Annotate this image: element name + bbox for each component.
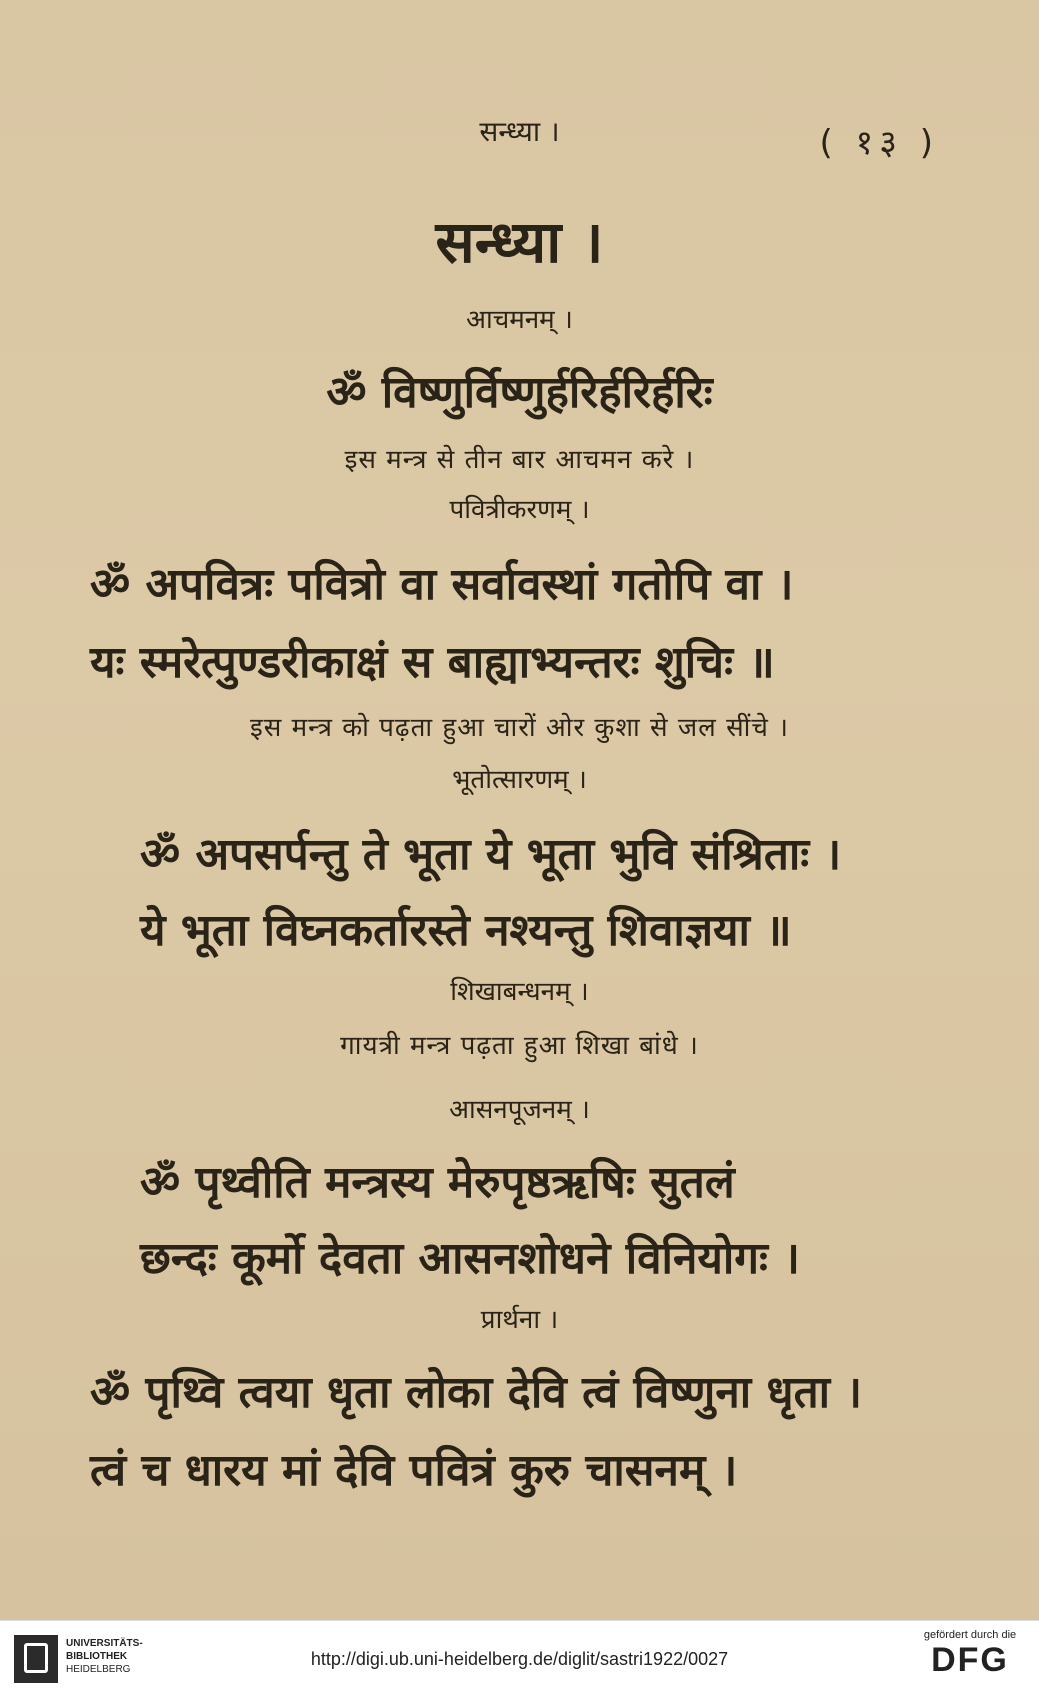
heading-bhutotsaranam: भूतोत्सारणम् ।	[452, 765, 587, 795]
library-name-line-2: BIBLIOTHEK	[66, 1651, 128, 1662]
library-name-line-1: UNIVERSITÄTS-	[66, 1638, 143, 1649]
heading-shikhabandhanam: शिखाबन्धनम् ।	[450, 977, 589, 1007]
verse-prarthana-1: ॐ पृथ्वि त्वया धृता लोका देवि त्वं विष्णुना धृता ।	[90, 1367, 863, 1418]
dfg-logo: DFG	[931, 1641, 1009, 1679]
verse-pavitrikaranam-1: ॐ अपवित्रः पवित्रो वा सर्वावस्थां गतोपि वा ।	[90, 559, 794, 610]
verse-achamanam: ॐ विष्णुर्विष्णुर्हरिर्हरिर्हरिः	[326, 367, 713, 418]
instruction-achamanam: इस मन्त्र से तीन बार आचमन करे ।	[344, 445, 695, 475]
heading-prarthana: प्रार्थना ।	[480, 1305, 559, 1335]
running-head: सन्ध्या ।	[479, 115, 560, 148]
instruction-pavitrikaranam: इस मन्त्र को पढ़ता हुआ चारों ओर कुशा से जल सींचे ।	[249, 713, 790, 743]
verse-prarthana-2: त्वं च धारय मां देवि पवित्रं कुरु चासनम् ।	[90, 1445, 738, 1496]
heading-achamanam: आचमनम् ।	[466, 305, 573, 335]
permalink-url[interactable]: http://digi.ub.uni-heidelberg.de/diglit/sastri1922/0027	[310, 1649, 729, 1669]
heading-asanapujanam: आसनपूजनम् ।	[449, 1095, 590, 1125]
verse-bhutotsaranam-2: ये भूता विघ्नकर्तारस्ते नश्यन्तु शिवाज्ञया ॥	[140, 905, 792, 956]
library-name-line-3: HEIDELBERG	[66, 1664, 131, 1675]
page-number: ( १३ )	[819, 123, 939, 163]
verse-bhutotsaranam-1: ॐ अपसर्पन्तु ते भूता ये भूता भुवि संश्रिताः ।	[140, 829, 842, 880]
verse-pavitrikaranam-2: यः स्मरेत्पुण्डरीकाक्षं स बाह्याभ्यन्तरः शुचिः ॥	[90, 637, 775, 688]
page-title: सन्ध्या ।	[435, 208, 604, 276]
funded-by-label: gefördert durch die	[923, 1629, 1017, 1641]
footer-bar	[0, 1620, 1039, 1695]
funder-block	[915, 1629, 1025, 1679]
verse-asanapujanam-1: ॐ पृथ्वीति मन्त्रस्य मेरुपृष्ठऋषिः सुतलं	[140, 1157, 735, 1208]
heading-pavitrikaranam: पवित्रीकरणम् ।	[449, 495, 590, 525]
instruction-shikhabandhanam: गायत्री मन्त्र पढ़ता हुआ शिखा बांधे ।	[340, 1031, 699, 1061]
verse-asanapujanam-2: छन्दः कूर्मो देवता आसनशोधने विनियोगः ।	[140, 1233, 800, 1284]
